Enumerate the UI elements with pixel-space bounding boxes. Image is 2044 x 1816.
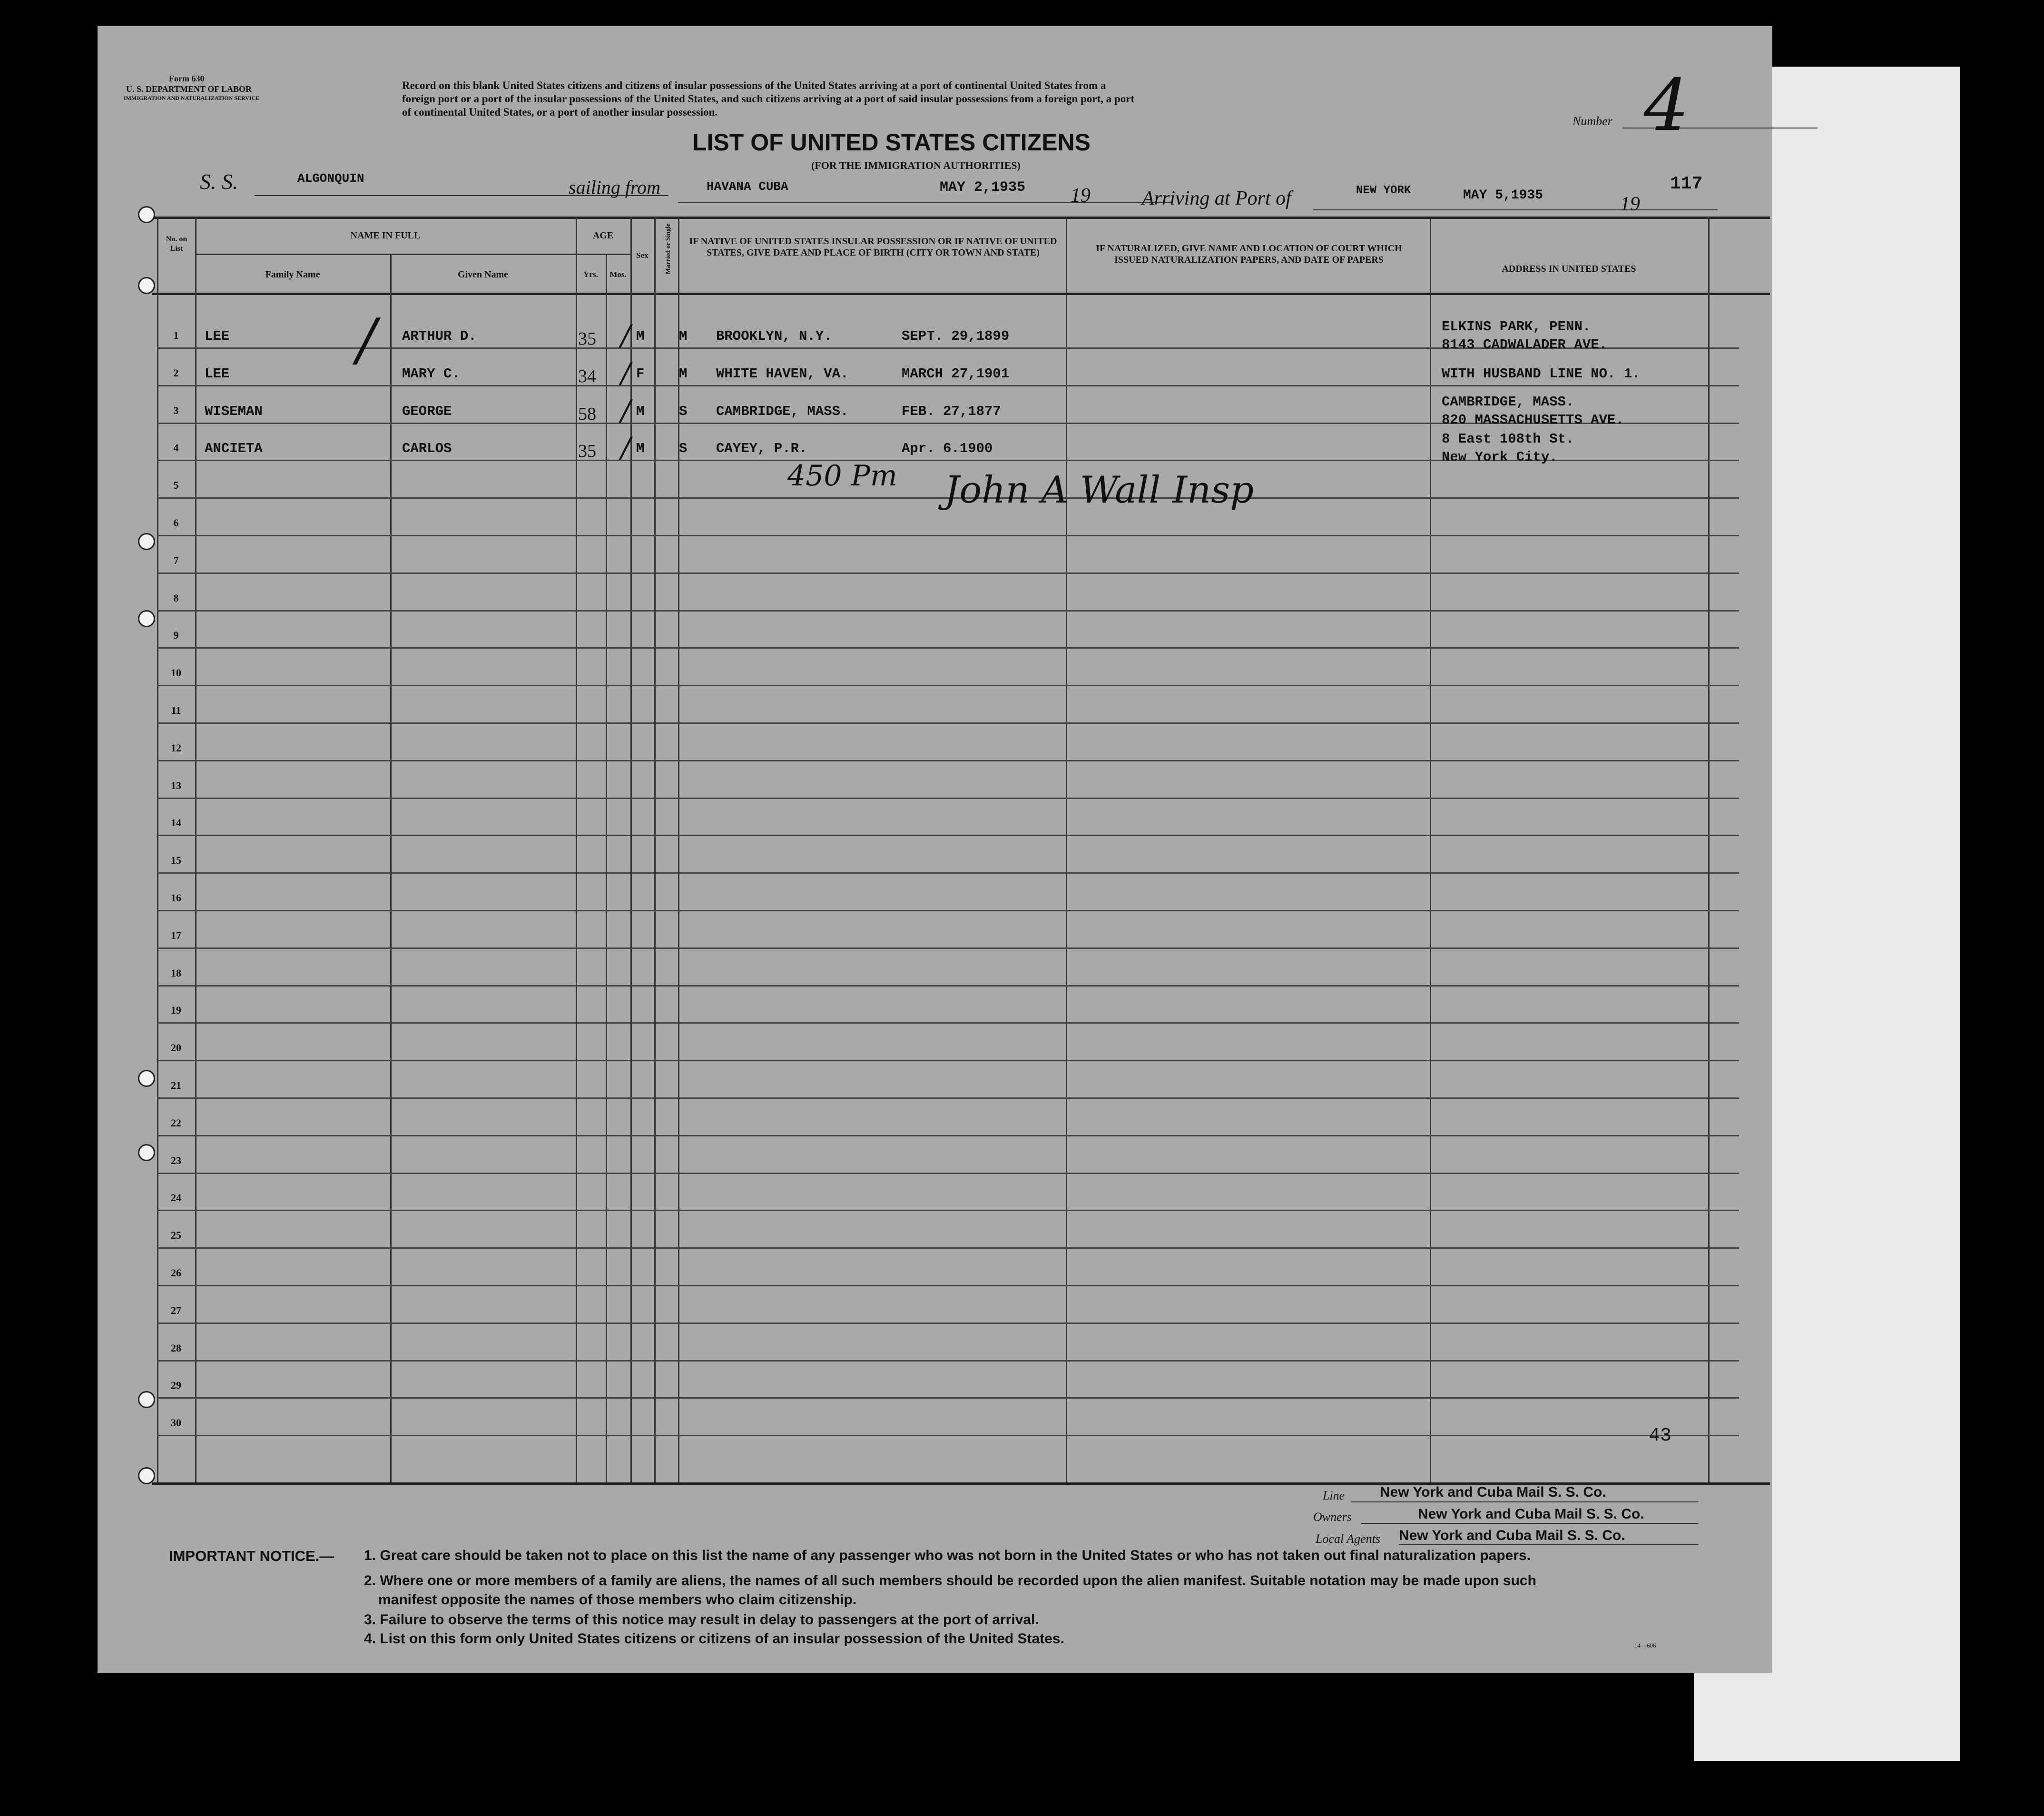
row-rule xyxy=(157,1397,1739,1399)
row-number: 8 xyxy=(173,592,179,604)
row-rule xyxy=(157,798,1739,799)
sailing-year-suffix: 19 xyxy=(1071,185,1091,207)
header-naturalized: IF NATURALIZED, GIVE NAME AND LOCATION OF COURT WHICH ISSUED NATURALIZATION PAPERS, AND DATE OF PAPERS xyxy=(1096,243,1402,265)
arriving-label: Arriving at Port of xyxy=(1142,188,1291,209)
given-name-cell: ARTHUR D. xyxy=(402,328,477,344)
col-line-birth xyxy=(1066,217,1067,1482)
row-rule xyxy=(157,1285,1739,1286)
row-number: 20 xyxy=(171,1042,181,1054)
instructions-line-2: foreign port or a port of the insular possessions of the United States, and such citizens arriving at a port of said insular possessions from a foreign port, a port xyxy=(402,93,1135,105)
row-rule xyxy=(157,910,1739,911)
row-number: 25 xyxy=(171,1229,181,1241)
mos-dash-mark: / xyxy=(621,431,631,464)
sex-cell: M xyxy=(636,441,645,456)
manifest-sheet xyxy=(98,26,1772,1673)
row-number: 17 xyxy=(171,929,181,941)
col-line-naturalized xyxy=(1430,217,1431,1482)
local-agents-label: Local Agents xyxy=(1316,1532,1381,1546)
header-sex: Sex xyxy=(636,251,649,260)
department-name: U. S. DEPARTMENT OF LABOR xyxy=(126,84,252,94)
row-rule xyxy=(157,572,1739,574)
owners-underline xyxy=(1361,1523,1699,1524)
instructions-line-3: of continental United States, or a port of another insular possession. xyxy=(402,106,718,118)
page-subtitle: (FOR THE IMMIGRATION AUTHORITIES) xyxy=(811,159,1021,171)
row-number: 6 xyxy=(173,517,179,529)
row-number: 2 xyxy=(173,367,179,379)
given-name-cell: CARLOS xyxy=(402,441,452,456)
arriving-year-suffix: 19 xyxy=(1620,193,1640,215)
address-line-1-cell: 8 East 108th St. xyxy=(1442,431,1574,447)
row-number: 7 xyxy=(173,554,179,566)
row-rule xyxy=(157,535,1739,536)
sailing-from-label: sailing from xyxy=(569,177,660,198)
row-number: 5 xyxy=(173,479,179,491)
row-number: 4 xyxy=(173,442,179,454)
row-rule xyxy=(157,385,1739,386)
row-number: 21 xyxy=(171,1079,181,1091)
row-rule xyxy=(157,1323,1739,1324)
row-number: 27 xyxy=(171,1304,181,1316)
sex-cell: F xyxy=(636,366,645,382)
header-family-name: Family Name xyxy=(265,269,320,280)
row-rule xyxy=(157,1210,1739,1211)
family-name-cell: WISEMAN xyxy=(205,404,263,419)
binder-hole xyxy=(138,533,155,550)
given-name-cell: MARY C. xyxy=(402,366,460,382)
row-number: 10 xyxy=(171,667,181,679)
address-line-1-cell: CAMBRIDGE, MASS. xyxy=(1442,394,1574,410)
owners-label: Owners xyxy=(1313,1510,1352,1524)
row-number: 24 xyxy=(171,1192,181,1204)
row-number: 1 xyxy=(173,329,179,341)
ship-name: ALGONQUIN xyxy=(297,171,364,186)
mos-dash-mark: / xyxy=(621,319,631,352)
col-line-given xyxy=(576,217,577,1482)
row-rule xyxy=(157,1247,1739,1249)
header-given-name: Given Name xyxy=(457,269,509,280)
given-name-cell: GEORGE xyxy=(402,404,452,419)
marital-status-cell: M xyxy=(679,366,688,382)
binder-hole xyxy=(138,1070,155,1087)
sailing-date: MAY 2,1935 xyxy=(940,179,1026,196)
birth-place-cell: CAMBRIDGE, MASS. xyxy=(716,404,849,419)
row-number: 23 xyxy=(171,1155,181,1166)
birth-place-cell: WHITE HAVEN, VA. xyxy=(716,366,849,382)
age-years-cell: 34 xyxy=(578,366,596,386)
sailing-underline xyxy=(678,202,1173,203)
binder-hole xyxy=(138,610,155,627)
notice-title: IMPORTANT NOTICE.— xyxy=(169,1548,334,1564)
row-number: 26 xyxy=(171,1267,181,1279)
birth-date-cell: SEPT. 29,1899 xyxy=(902,328,1010,344)
row-number: 12 xyxy=(171,742,181,754)
list-number: 4 xyxy=(1644,64,1690,147)
line-value: New York and Cuba Mail S. S. Co. xyxy=(1380,1484,1606,1500)
line-underline xyxy=(1351,1501,1699,1502)
binder-hole-dark xyxy=(48,1068,66,1086)
row-rule xyxy=(157,610,1739,612)
notice-item-2a: 2. Where one or more members of a family are aliens, the names of all such members should be recorded upon the alien manifest. Suitable notation may be made upon such xyxy=(364,1573,1536,1589)
marital-status-cell: M xyxy=(679,328,688,344)
arriving-date: MAY 5,1935 xyxy=(1463,188,1543,203)
mos-dash-mark: / xyxy=(621,356,631,390)
address-line-2-cell: 820 MASSACHUSETTS AVE. xyxy=(1442,412,1624,428)
sex-cell: M xyxy=(636,328,645,344)
header-bottom-rule xyxy=(152,293,1770,295)
age-years-cell: 58 xyxy=(578,404,596,424)
binder-hole xyxy=(138,1391,155,1408)
owners-value: New York and Cuba Mail S. S. Co. xyxy=(1418,1506,1644,1522)
row-number: 11 xyxy=(171,704,181,716)
header-name-in-full: NAME IN FULL xyxy=(350,230,421,241)
header-address: ADDRESS IN UNITED STATES xyxy=(1502,264,1636,274)
line-label: Line xyxy=(1323,1489,1345,1502)
birth-place-cell: BROOKLYN, N.Y. xyxy=(716,328,832,344)
notice-item-1: 1. Great care should be taken not to place on this list the name of any passenger who was not born in the United States or who has not taken out final naturalization papers. xyxy=(364,1548,1531,1563)
col-line-address xyxy=(1708,217,1710,1482)
binder-hole xyxy=(138,206,155,223)
row-number: 13 xyxy=(171,780,181,791)
col-line-mos xyxy=(630,217,632,1482)
col-line-sex xyxy=(654,217,656,1482)
agents-underline xyxy=(1399,1544,1699,1545)
tick-mark: / xyxy=(357,307,376,373)
binder-hole-dark xyxy=(48,1141,66,1159)
row-number: 9 xyxy=(173,629,179,641)
service-name: IMMIGRATION AND NATURALIZATION SERVICE xyxy=(124,95,260,101)
header-no-on-list: No. on List xyxy=(166,235,187,253)
address-line-1-cell: WITH HUSBAND LINE NO. 1. xyxy=(1442,366,1641,382)
header-yrs: Yrs. xyxy=(583,270,598,279)
notice-item-3: 3. Failure to observe the terms of this notice may result in delay to passengers at the port of arrival. xyxy=(364,1612,1039,1628)
row-rule xyxy=(157,872,1739,874)
marital-status-cell: S xyxy=(679,404,688,419)
row-number: 16 xyxy=(171,892,181,904)
family-name-cell: LEE xyxy=(205,366,230,382)
birth-date-cell: Apr. 6.1900 xyxy=(902,441,993,456)
age-years-cell: 35 xyxy=(578,329,596,349)
notice-item-4: 4. List on this form only United States citizens or citizens of an insular possession of the United States. xyxy=(364,1631,1064,1647)
sex-cell: M xyxy=(636,404,645,419)
handwritten-time-note: 450 Pm xyxy=(787,459,897,493)
birth-date-cell: MARCH 27,1901 xyxy=(902,366,1010,382)
row-rule xyxy=(157,685,1739,686)
row-number: 29 xyxy=(171,1379,181,1391)
row-number: 18 xyxy=(171,967,181,979)
row-number: 19 xyxy=(171,1004,181,1016)
row-rule xyxy=(157,1097,1739,1099)
name-subheader-rule xyxy=(195,254,630,255)
row-rule xyxy=(157,760,1739,761)
address-line-2-cell: 8143 CADWALADER AVE. xyxy=(1442,337,1608,353)
col-line-no xyxy=(195,217,197,1482)
row-rule xyxy=(157,722,1739,724)
ss-label: S. S. xyxy=(200,169,238,194)
row-rule xyxy=(157,1435,1739,1436)
sailing-from-port: HAVANA CUBA xyxy=(707,179,788,194)
header-age: AGE xyxy=(592,230,614,241)
row-rule xyxy=(157,647,1739,649)
binder-hole xyxy=(138,1467,155,1484)
row-rule xyxy=(157,1173,1739,1174)
age-years-cell: 35 xyxy=(578,441,596,461)
binder-hole xyxy=(138,277,155,294)
col-line-yrs xyxy=(606,254,607,1482)
local-agents-value: New York and Cuba Mail S. S. Co. xyxy=(1399,1528,1625,1543)
inspector-signature: John A Wall Insp xyxy=(944,469,1254,512)
table-top-rule xyxy=(152,217,1770,219)
row-number: 30 xyxy=(171,1417,181,1429)
row-rule xyxy=(157,1022,1739,1024)
marital-status-cell: S xyxy=(679,441,688,456)
row-rule xyxy=(157,835,1739,836)
binder-hole-dark xyxy=(48,1380,66,1398)
arriving-underline xyxy=(1313,209,1718,210)
notice-item-2b: manifest opposite the names of those members who claim citizenship. xyxy=(378,1592,857,1608)
family-name-cell: LEE xyxy=(205,328,230,344)
page-title: LIST OF UNITED STATES CITIZENS xyxy=(692,129,1091,156)
row-number: 15 xyxy=(171,854,181,866)
family-name-cell: ANCIETA xyxy=(205,441,263,456)
row-number: 22 xyxy=(171,1117,181,1129)
header-mos: Mos. xyxy=(609,270,627,279)
row-number: 3 xyxy=(173,405,179,416)
number-label: Number xyxy=(1572,114,1612,128)
form-number: Form 630 xyxy=(169,74,205,83)
page-number: 117 xyxy=(1670,174,1703,194)
header-birth: IF NATIVE OF UNITED STATES INSULAR POSSESSION OR IF NATIVE OF UNITED STATES, GIVE DATE AND PLACE OF BIRTH (CITY OR TOWN AND STATE) xyxy=(689,236,1057,258)
print-code: 14—606 xyxy=(1634,1642,1656,1649)
row-rule xyxy=(157,1060,1739,1061)
row-rule xyxy=(157,947,1739,949)
birth-place-cell: CAYEY, P.R. xyxy=(716,441,807,456)
col-line-family xyxy=(390,254,392,1482)
row-rule xyxy=(157,985,1739,987)
mos-dash-mark: / xyxy=(621,394,631,427)
bottom-number: 43 xyxy=(1649,1425,1672,1447)
address-line-2-cell: New York City. xyxy=(1442,449,1558,465)
address-line-1-cell: ELKINS PARK, PENN. xyxy=(1442,319,1591,335)
arriving-port: NEW YORK xyxy=(1356,184,1411,197)
instructions-line-1: Record on this blank United States citizens and citizens of insular possessions of the United States arriving at a port of continental United States from a xyxy=(402,79,1106,91)
birth-date-cell: FEB. 27,1877 xyxy=(902,404,1001,419)
row-number: 28 xyxy=(171,1342,181,1354)
binder-hole xyxy=(138,1144,155,1161)
header-married-single: Married or Single xyxy=(665,223,672,275)
row-rule xyxy=(157,1360,1739,1362)
row-rule xyxy=(157,1135,1739,1136)
row-number: 14 xyxy=(171,817,181,829)
